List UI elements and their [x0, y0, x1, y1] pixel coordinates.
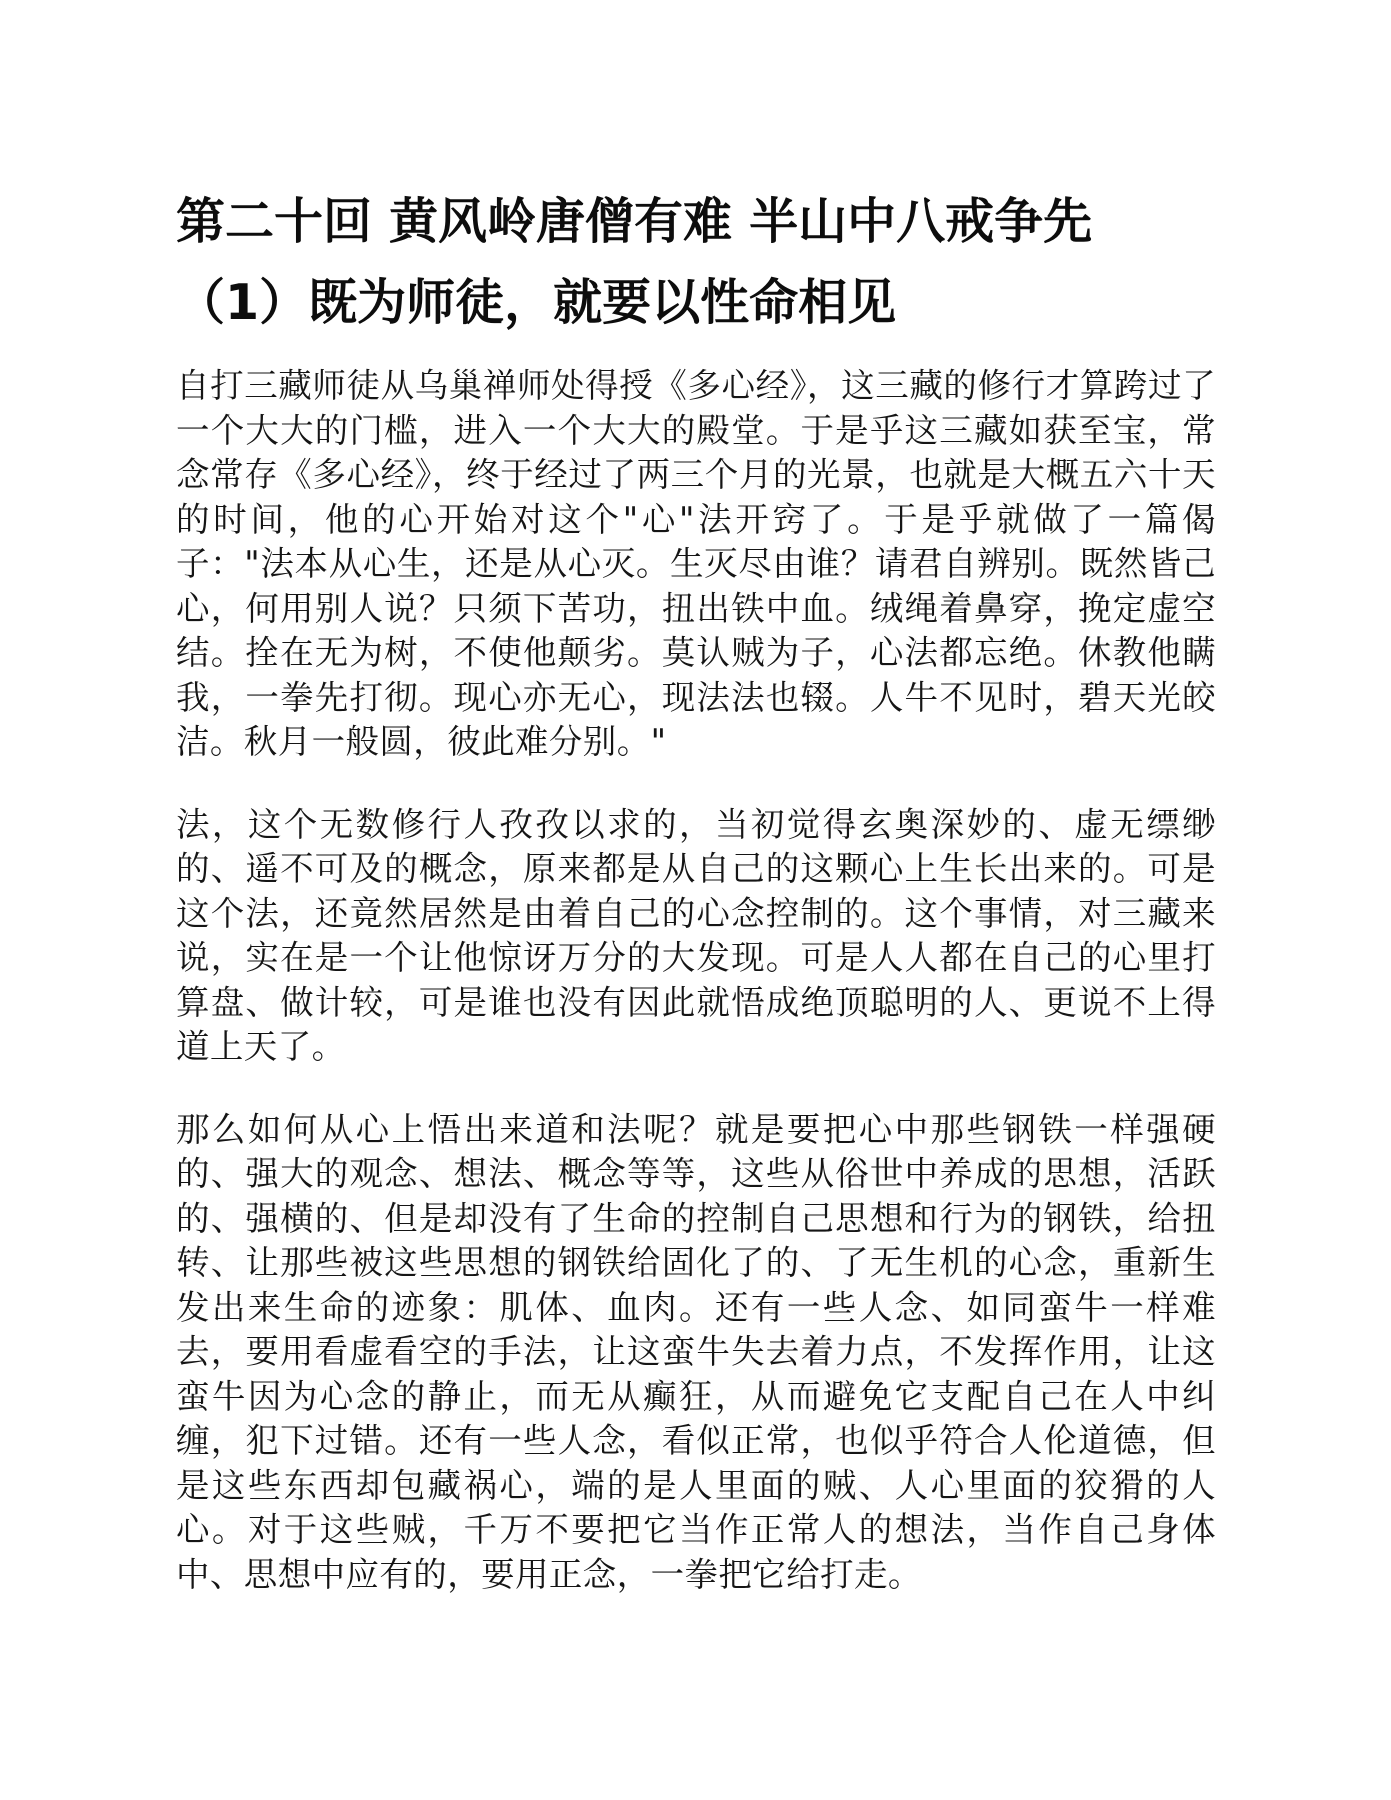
section-title: （1）既为师徒，就要以性命相见 — [176, 274, 897, 331]
paragraph-3: 那么如何从心上悟出来道和法呢？就是要把心中那些钢铁一样强硬的、强大的观念、想法、概念等等，这些从俗世中养成的思想，活跃的、强横的、但是却没有了生命的控制自己思想和行为的钢铁，给扭转、让那些被这些思想的钢铁给固化了的、了无生机的心念，重新生发出来生命的迹象：肌体、血肉。还有一些人念、如同蛮牛一样难去，要用看虚看空的手法，让这蛮牛失去着力点，不发挥作用，让这蛮牛因为心念的静止，而无从癫狂，从而避免它支配自己在人中纠缠，犯下过错。还有一些人念，看似正常，也似乎符合人伦道德，但是这些东西却包藏祸心，端的是人里面的贼、人心里面的狡猾的人心。对于这些贼，千万不要把它当作正常人的想法，当作自己身体中、思想中应有的，要用正念，一拳把它给打走。 — [176, 1109, 1216, 1594]
chapter-title: 第二十回 黄风岭唐僧有难 半山中八戒争先 — [176, 193, 1093, 250]
paragraph-1: 自打三藏师徒从乌巢禅师处得授《多心经》，这三藏的修行才算跨过了一个大大的门槛，进入一个大大的殿堂。于是乎这三藏如获至宝，常念常存《多心经》，终于经过了两三个月的光景，也就是大概五六十天的时间，他的心开始对这个"心"法开窍了。于是乎就做了一篇偈子："法本从心生，还是从心灭。生灭尽由谁？请君自辨别。既然皆己心，何用别人说？只须下苦功，扭出铁中血。绒绳着鼻穿，挽定虚空结。拴在无为树，不使他颠劣。莫认贼为子，心法都忘绝。休教他瞒我，一拳先打彻。现心亦无心，现法法也辍。人牛不见时，碧天光皎洁。秋月一般圆，彼此难分别。" — [176, 366, 1216, 761]
body-text — [176, 364, 1216, 1597]
paragraph-2: 法，这个无数修行人孜孜以求的，当初觉得玄奥深妙的、虚无缥缈的、遥不可及的概念，原来都是从自己的这颗心上生长出来的。可是这个法，还竟然居然是由着自己的心念控制的。这个事情，对三藏来说，实在是一个让他惊讶万分的大发现。可是人人都在自己的心里打算盘、做计较，可是谁也没有因此就悟成绝顶聪明的人、更说不上得道上天了。 — [176, 804, 1216, 1066]
document-page — [176, 192, 1216, 1635]
